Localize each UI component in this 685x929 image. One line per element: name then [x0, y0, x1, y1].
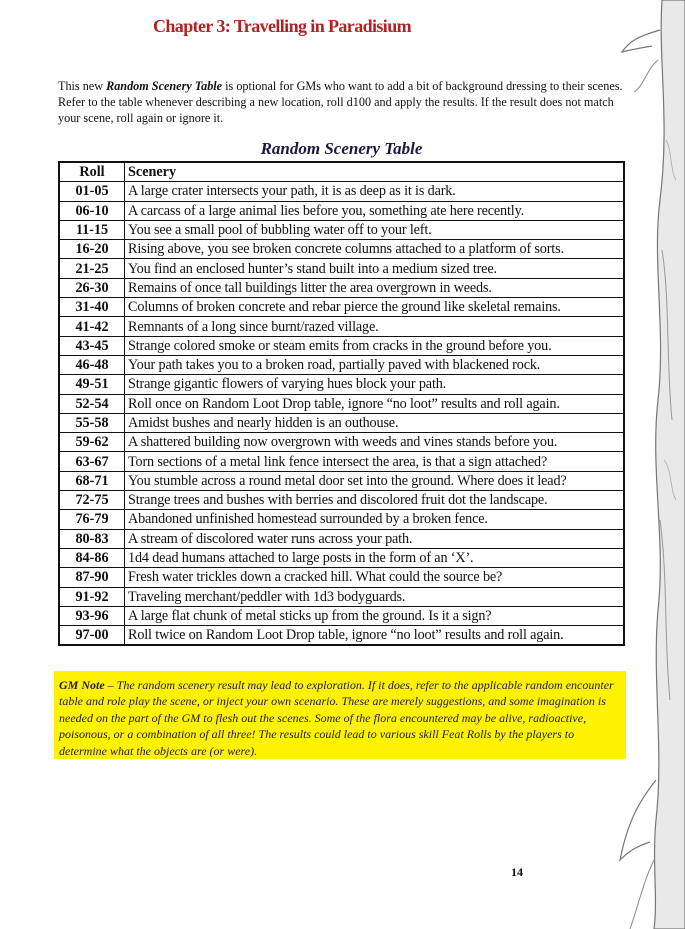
table-row [59, 606, 624, 625]
table-row [59, 298, 624, 317]
roll-cell: 55-58 [59, 413, 125, 432]
table-row [59, 587, 624, 606]
roll-cell: 06-10 [59, 201, 125, 220]
table-row [59, 220, 624, 239]
gm-note-text: – The random scenery result may lead to exploration. If it does, refer to the applicable random encounter table and role play the scene, or inject your own scenario. These are merely suggestions, and some imagination is needed on the part of the GM to flesh out the scenes. Some of the flora encountered may be alive, radioactive, poisonous, or a combination of all three! The results could lead to various skill Feat Rolls by the players to determine what the objects are (or were). [59, 678, 614, 758]
scenery-cell: A large crater intersects your path, it is as deep as it is dark. [125, 182, 625, 201]
roll-cell: 01-05 [59, 182, 125, 201]
random-scenery-table [58, 161, 625, 646]
table-row [59, 491, 624, 510]
intro-lead: This new [58, 79, 107, 93]
roll-cell: 21-25 [59, 259, 125, 278]
table-row [59, 259, 624, 278]
scenery-cell: Strange trees and bushes with berries and discolored fruit dot the landscape. [125, 491, 625, 510]
table-row [59, 375, 624, 394]
table-row [59, 413, 624, 432]
intro-rest: is optional for GMs who want to add a bit of background dressing to their scenes. Refer to the table whenever describing a new location, roll d100 and apply the results. If the result does not match your scene, roll again or ignore it. [58, 79, 623, 125]
roll-cell: 91-92 [59, 587, 125, 606]
gm-note [54, 671, 626, 759]
gm-note-label: GM Note [59, 678, 105, 692]
scenery-cell: Traveling merchant/peddler with 1d3 bodyguards. [125, 587, 625, 606]
roll-cell: 16-20 [59, 240, 125, 259]
table-row [59, 548, 624, 567]
intro-emphasis: Random Scenery Table [106, 79, 223, 93]
table-row [59, 278, 624, 297]
scenery-cell: Roll once on Random Loot Drop table, ignore “no loot” results and roll again. [125, 394, 625, 413]
scenery-cell: Remains of once tall buildings litter the area overgrown in weeds. [125, 278, 625, 297]
table-row [59, 471, 624, 490]
roll-cell: 87-90 [59, 568, 125, 587]
scenery-cell: Fresh water trickles down a cracked hill. What could the source be? [125, 568, 625, 587]
roll-cell: 43-45 [59, 336, 125, 355]
table-row [59, 626, 624, 646]
roll-cell: 59-62 [59, 433, 125, 452]
roll-cell: 26-30 [59, 278, 125, 297]
scenery-cell: Remnants of a long since burnt/razed village. [125, 317, 625, 336]
table-row [59, 394, 624, 413]
scenery-cell: Your path takes you to a broken road, partially paved with blackened rock. [125, 355, 625, 374]
scenery-cell: Strange colored smoke or steam emits from cracks in the ground before you. [125, 336, 625, 355]
roll-cell: 63-67 [59, 452, 125, 471]
scenery-cell: Strange gigantic flowers of varying hues block your path. [125, 375, 625, 394]
roll-cell: 11-15 [59, 220, 125, 239]
table-row [59, 182, 624, 201]
scenery-cell: A shattered building now overgrown with weeds and vines stands before you. [125, 433, 625, 452]
scenery-cell: A carcass of a large animal lies before you, something ate here recently. [125, 201, 625, 220]
header-scenery: Scenery [125, 162, 625, 182]
scenery-cell: Rising above, you see broken concrete columns attached to a platform of sorts. [125, 240, 625, 259]
scenery-cell: A large flat chunk of metal sticks up from the ground. Is it a sign? [125, 606, 625, 625]
table-title [0, 139, 685, 159]
scenery-cell: You find an enclosed hunter’s stand built into a medium sized tree. [125, 259, 625, 278]
roll-cell: 52-54 [59, 394, 125, 413]
roll-cell: 31-40 [59, 298, 125, 317]
scenery-cell: You stumble across a round metal door set into the ground. Where does it lead? [125, 471, 625, 490]
table-row [59, 355, 624, 374]
page-number: 14 [511, 865, 523, 879]
roll-cell: 76-79 [59, 510, 125, 529]
table-row [59, 452, 624, 471]
table-row [59, 510, 624, 529]
roll-cell: 49-51 [59, 375, 125, 394]
roll-cell: 80-83 [59, 529, 125, 548]
table-row [59, 568, 624, 587]
scenery-cell: 1d4 dead humans attached to large posts in the form of an ‘X’. [125, 548, 625, 567]
header-roll: Roll [59, 162, 125, 182]
intro-paragraph [58, 78, 623, 126]
roll-cell: 84-86 [59, 548, 125, 567]
roll-cell: 41-42 [59, 317, 125, 336]
table-row [59, 240, 624, 259]
scenery-cell: A stream of discolored water runs across your path. [125, 529, 625, 548]
table-header-row [59, 162, 624, 182]
table-row [59, 433, 624, 452]
table-title-text: Random Scenery Table [260, 139, 423, 158]
table-row [59, 317, 624, 336]
scenery-cell: Abandoned unfinished homestead surrounded by a broken fence. [125, 510, 625, 529]
table-row [59, 529, 624, 548]
scenery-cell: Torn sections of a metal link fence intersect the area, is that a sign attached? [125, 452, 625, 471]
table-row [59, 201, 624, 220]
roll-cell: 97-00 [59, 626, 125, 646]
scenery-cell: Roll twice on Random Loot Drop table, ignore “no loot” results and roll again. [125, 626, 625, 646]
table-body [59, 182, 624, 646]
chapter-title: Chapter 3: Travelling in Paradisium [153, 16, 412, 36]
roll-cell: 72-75 [59, 491, 125, 510]
roll-cell: 46-48 [59, 355, 125, 374]
scenery-cell: Amidst bushes and nearly hidden is an outhouse. [125, 413, 625, 432]
table-row [59, 336, 624, 355]
scenery-cell: You see a small pool of bubbling water off to your left. [125, 220, 625, 239]
roll-cell: 68-71 [59, 471, 125, 490]
scenery-cell: Columns of broken concrete and rebar pierce the ground like skeletal remains. [125, 298, 625, 317]
roll-cell: 93-96 [59, 606, 125, 625]
